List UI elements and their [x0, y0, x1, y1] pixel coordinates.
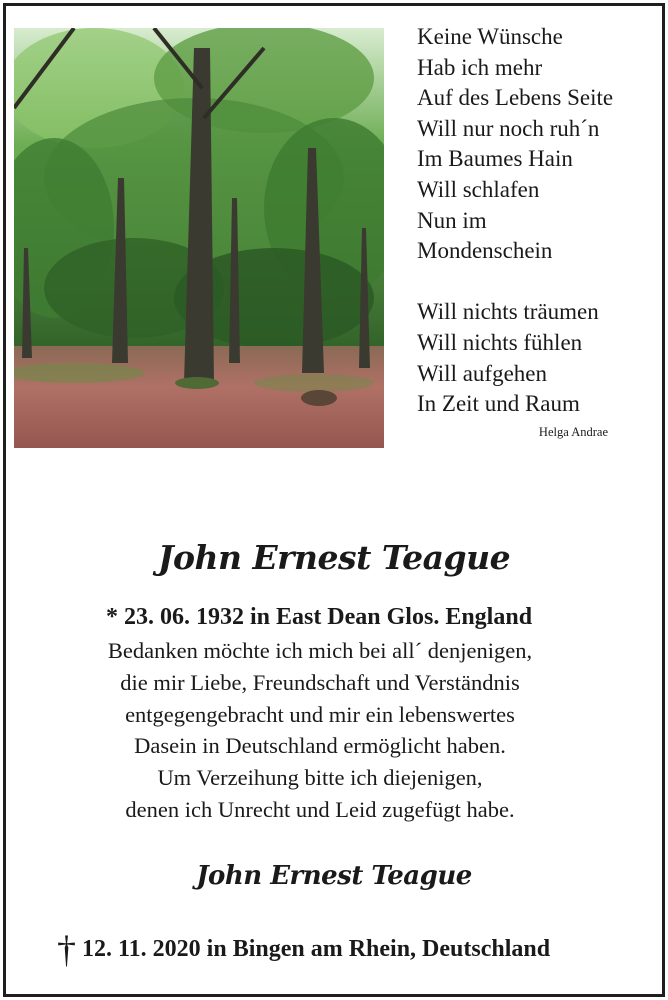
poem-line: In Zeit und Raum — [417, 391, 580, 417]
message-line: die mir Liebe, Freundschaft und Verständnis — [120, 669, 520, 695]
poem-line: Im Baumes Hain — [417, 146, 573, 172]
message-line: denen ich Unrecht und Leid zugefügt habe. — [125, 796, 515, 822]
deceased-name-signature: John Ernest Teague — [196, 861, 472, 891]
message-line: entgegengebracht und mir ein lebenswertes — [125, 701, 515, 727]
message-line: Bedanken möchte ich mich bei all´ denjenigen, — [107, 638, 533, 663]
poem-line: Nun im — [417, 207, 487, 233]
deceased-name-heading: John Ernest Teague — [157, 538, 511, 577]
poem-line: Auf des Lebens Seite — [417, 85, 614, 111]
stanza-break — [417, 267, 613, 298]
poem-line: Will nichts fühlen — [417, 329, 583, 355]
forest-photo — [14, 28, 384, 448]
message-line: Dasein in Deutschland ermöglicht haben. — [134, 733, 506, 759]
poem-line: Will nichts träumen — [417, 299, 599, 325]
death-date-text: 12. 11. 2020 in Bingen am Rhein, Deutschland — [82, 936, 551, 962]
message-line: Um Verzeihung bitte ich diejenigen, — [157, 765, 483, 791]
poem-line: Will nur noch ruh´n — [417, 115, 600, 141]
poem-line: Hab ich mehr — [417, 54, 543, 80]
poem-line: Will aufgehen — [417, 360, 547, 386]
birth-date: * 23. 06. 1932 in East Dean Glos. England — [105, 604, 533, 630]
cross-icon: † — [57, 929, 76, 971]
poem-author: Helga Andrae — [538, 425, 608, 439]
death-date — [57, 928, 550, 972]
poem-line: Mondenschein — [417, 238, 553, 264]
poem-line: Will schlafen — [417, 176, 540, 202]
poem — [417, 22, 613, 420]
poem-line: Keine Wünsche — [417, 24, 563, 49]
farewell-message — [0, 635, 640, 826]
